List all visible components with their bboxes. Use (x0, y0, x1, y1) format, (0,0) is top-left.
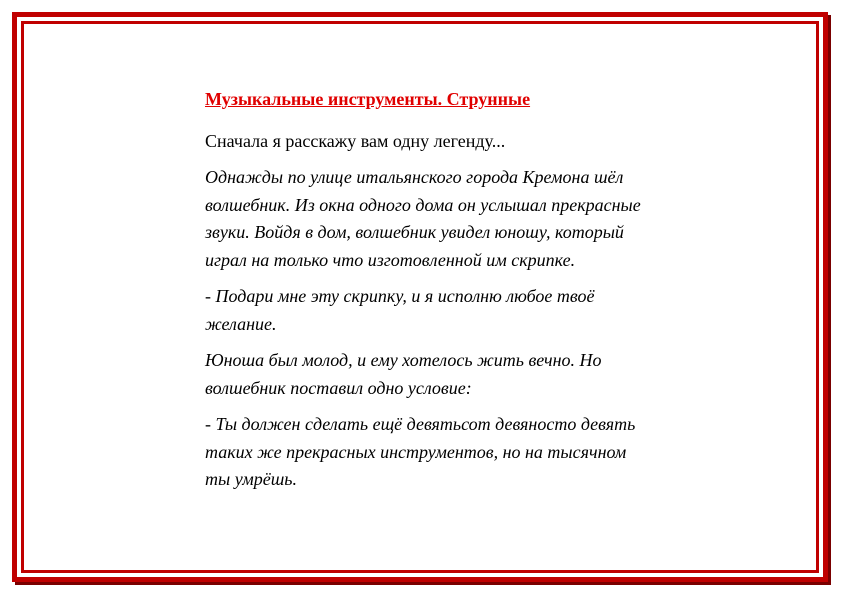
legend-paragraph-1: Однажды по улице итальянского города Кремона шёл волшебник. Из окна одного дома он услышал прекрасные звуки. Войдя в дом, волшебник увидел юношу, который играл на только что изготовленной им скрипке. (205, 167, 641, 270)
document-content (205, 86, 725, 503)
legend-paragraph-2: - Подари мне эту скрипку, и я исполню любое твоё желание. (205, 286, 595, 334)
intro-text: Сначала я расскажу вам одну легенду... (205, 131, 506, 151)
document-title: Музыкальные инструменты. Струнные (205, 89, 531, 109)
legend-paragraph-3: Юноша был молод, и ему хотелось жить вечно. Но волшебник поставил одно условие: (205, 350, 602, 398)
legend-paragraph-4: - Ты должен сделать ещё девятьсот девяносто девять таких же прекрасных инструментов, но на тысячном ты умрёшь. (205, 414, 636, 489)
